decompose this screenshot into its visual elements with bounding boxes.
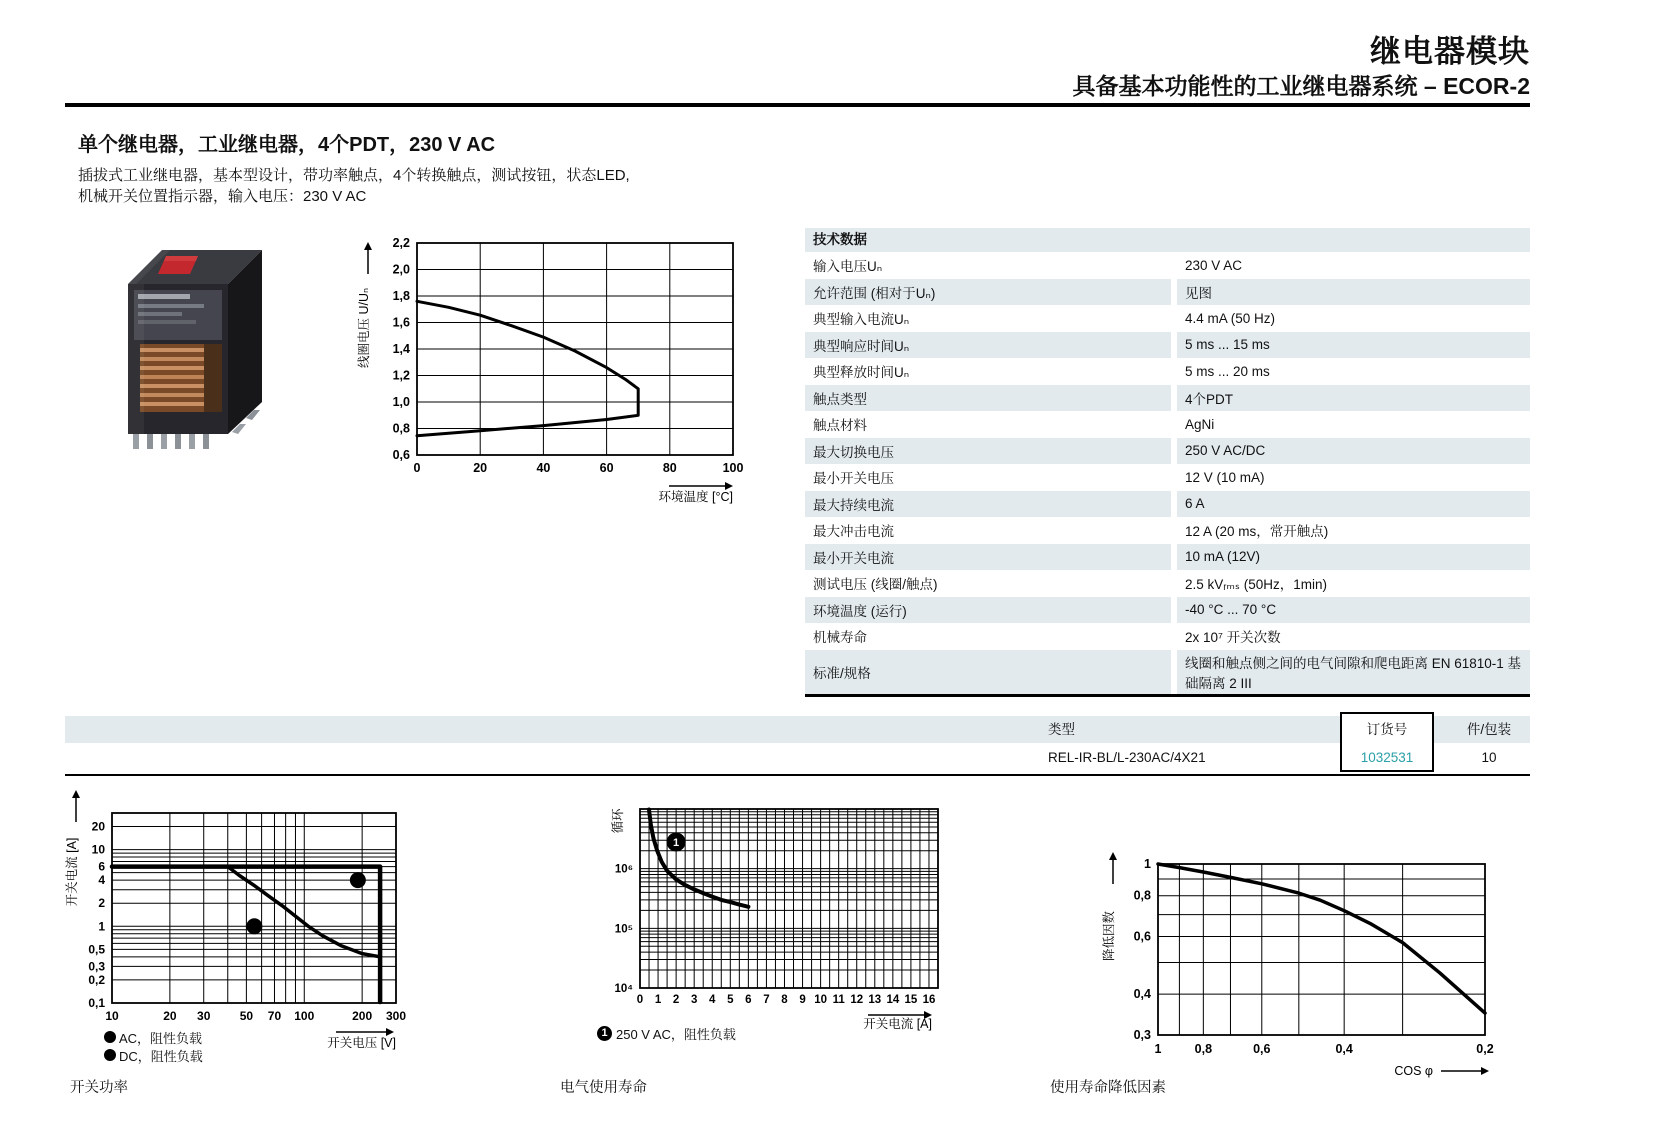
svg-text:300: 300 (385, 1009, 407, 1023)
tech-value: -40 °C ... 70 °C (1177, 597, 1530, 624)
svg-text:0,4: 0,4 (1335, 1042, 1353, 1056)
tech-label: 允许范围 (相对于Uₙ) (805, 279, 1171, 306)
svg-text:1,6: 1,6 (392, 315, 410, 330)
svg-text:开关电流 [A]: 开关电流 [A] (65, 837, 79, 907)
svg-text:10⁵: 10⁵ (614, 923, 633, 936)
svg-text:20: 20 (473, 461, 488, 475)
tech-value: 230 V AC (1185, 257, 1243, 273)
svg-text:12: 12 (850, 994, 864, 1006)
pack-header: 件/包装 (1466, 722, 1512, 737)
tech-value: 12 V (10 mA) (1185, 469, 1265, 485)
svg-text:0,1: 0,1 (88, 996, 105, 1010)
svg-text:1,8: 1,8 (392, 289, 410, 303)
tech-label: 测试电压 (线圈/触点) (813, 577, 938, 593)
tech-value: 4个PDT (1177, 385, 1530, 412)
header-divider (65, 103, 1530, 107)
type-value: REL-IR-BL/L-230AC/4X21 (1048, 750, 1206, 765)
svg-text:1: 1 (98, 919, 105, 934)
tech-value: 见图 (1177, 279, 1530, 306)
svg-text:1: 1 (1154, 1042, 1162, 1056)
product-description (78, 165, 630, 207)
svg-text:0,6: 0,6 (392, 448, 410, 462)
svg-text:环境温度 [°C]: 环境温度 [°C] (658, 490, 733, 504)
tech-value: 2.5 kVᵣₘₛ (50Hz，1min) (1185, 577, 1327, 593)
svg-text:降低因数: 降低因数 (1102, 910, 1116, 962)
tech-label: 最小开关电压 (813, 471, 894, 487)
tech-value: AgNi (1185, 416, 1215, 432)
svg-text:线圈电压 U/Uₙ: 线圈电压 U/Uₙ (357, 288, 371, 368)
svg-text:10⁴: 10⁴ (614, 983, 633, 995)
svg-text:0,8: 0,8 (1194, 1042, 1213, 1056)
svg-text:0,6: 0,6 (1133, 929, 1151, 944)
tech-table-row (805, 332, 1530, 359)
tech-table-row (805, 491, 1530, 518)
caption-switching-power: 开关功率 (70, 1080, 128, 1096)
relay-illustration (100, 232, 275, 454)
ac-legend-label: AC，阻性负载 (119, 1030, 203, 1046)
svg-text:0,2: 0,2 (88, 972, 105, 987)
tech-label: 输入电压Uₙ (813, 259, 883, 275)
svg-text:0,3: 0,3 (1133, 1028, 1151, 1042)
tech-label: 触点类型 (805, 385, 1171, 412)
tech-table-row (805, 279, 1530, 306)
svg-text:1,4: 1,4 (392, 342, 410, 356)
svg-text:100: 100 (722, 461, 744, 475)
tech-label: 最小开关电流 (805, 544, 1171, 571)
product-photo (100, 232, 275, 454)
derating-chart (1085, 840, 1525, 1095)
svg-text:100: 100 (294, 1009, 315, 1023)
tech-label: 标准/规格 (805, 650, 1171, 694)
svg-text:16: 16 (922, 994, 936, 1006)
svg-text:60: 60 (599, 461, 614, 475)
svg-text:0,2: 0,2 (1476, 1042, 1494, 1056)
svg-text:开关电流 [A]: 开关电流 [A] (863, 1017, 932, 1031)
svg-text:1: 1 (673, 836, 680, 849)
svg-text:1,2: 1,2 (392, 368, 410, 383)
tech-table-row (805, 623, 1530, 650)
coil-voltage-chart (338, 222, 768, 527)
tech-table-row (805, 464, 1530, 491)
tech-label: 最大冲击电流 (813, 524, 894, 540)
svg-text:10⁶: 10⁶ (614, 863, 633, 876)
svg-text:6: 6 (98, 859, 105, 874)
svg-text:10: 10 (814, 994, 828, 1006)
svg-text:2,0: 2,0 (392, 262, 410, 277)
svg-text:30: 30 (197, 1009, 211, 1023)
tech-table-row (805, 650, 1530, 694)
tech-table-row (805, 570, 1530, 597)
tech-value: 6 A (1177, 491, 1530, 518)
tech-value: 5 ms ... 15 ms (1177, 332, 1530, 359)
tech-table-row (805, 385, 1530, 412)
tech-label: 典型释放时间Uₙ (813, 365, 910, 381)
svg-text:14: 14 (886, 994, 900, 1006)
dc-legend-dot-icon (104, 1049, 116, 1061)
tech-value: 2x 10⁷ 开关次数 (1185, 630, 1281, 646)
tech-value: 12 A (20 ms，常开触点) (1185, 524, 1329, 540)
svg-text:5: 5 (727, 994, 734, 1006)
svg-text:2: 2 (672, 994, 680, 1006)
svg-text:7: 7 (763, 994, 770, 1006)
svg-text:40: 40 (536, 461, 551, 475)
svg-text:11: 11 (832, 994, 845, 1006)
svg-text:0: 0 (636, 994, 644, 1006)
order-table-band (65, 716, 1530, 743)
pack-value: 10 (1481, 750, 1497, 765)
svg-text:2: 2 (98, 896, 105, 911)
svg-text:50: 50 (239, 1009, 254, 1023)
svg-text:0: 0 (413, 461, 421, 475)
electrical-life-legend (597, 1024, 736, 1042)
tech-label: 触点材料 (813, 418, 867, 434)
tech-value: 5 ms ... 20 ms (1185, 363, 1270, 379)
order-table-bottom-rule (65, 774, 1530, 776)
page-title: 继电器模块 (1370, 34, 1530, 69)
tech-table-row (805, 411, 1530, 438)
svg-text:8: 8 (781, 994, 788, 1006)
svg-text:9: 9 (799, 994, 806, 1006)
order-number-link[interactable]: 1032531 (1360, 750, 1414, 765)
tech-table-rows (805, 252, 1530, 694)
tech-table-row (805, 517, 1530, 544)
tech-table-row (805, 305, 1530, 332)
caption-electrical-life: 电气使用寿命 (560, 1080, 647, 1096)
product-description-line1: 插拔式工业继电器，基本型设计，带功率触点，4个转换触点，测试按钮，状态LED, (78, 167, 630, 184)
svg-text:4: 4 (98, 873, 105, 888)
tech-table (805, 228, 1530, 694)
svg-text:15: 15 (904, 994, 918, 1006)
product-description-line2: 机械开关位置指示器，输入电压：230 V AC (78, 188, 367, 205)
tech-table-row (805, 252, 1530, 279)
ac-legend-dot-icon (104, 1031, 116, 1043)
tech-table-bottom-rule (805, 694, 1530, 697)
tech-value: 10 mA (12V) (1177, 544, 1530, 571)
svg-text:10: 10 (105, 1009, 119, 1023)
svg-text:循环: 循环 (611, 808, 625, 834)
order-number-header: 订货号 (1366, 722, 1408, 737)
tech-label: 机械寿命 (813, 630, 867, 646)
svg-text:1: 1 (1144, 857, 1151, 871)
switching-power-legend (104, 1028, 203, 1064)
tech-value: 线圈和触点侧之间的电气间隙和爬电距离 EN 61810-1 基础隔离 2 III (1177, 650, 1530, 694)
type-header: 类型 (1048, 722, 1075, 737)
svg-text:13: 13 (868, 994, 882, 1006)
tech-label: 典型输入电流Uₙ (813, 312, 910, 328)
svg-text:0,5: 0,5 (88, 942, 105, 957)
tech-table-row (805, 358, 1530, 385)
svg-text:2,2: 2,2 (392, 236, 410, 250)
svg-text:10: 10 (91, 842, 105, 857)
svg-text:20: 20 (91, 819, 105, 834)
page-subtitle: 具备基本功能性的工业继电器系统 – ECOR-2 (1072, 73, 1530, 99)
curve-1-badge-icon: 1 (597, 1026, 612, 1041)
svg-text:1,0: 1,0 (392, 395, 410, 409)
tech-table-row (805, 544, 1530, 571)
svg-text:0,6: 0,6 (1253, 1042, 1271, 1056)
svg-text:200: 200 (352, 1009, 373, 1023)
svg-text:70: 70 (267, 1009, 282, 1023)
svg-text:80: 80 (662, 461, 677, 475)
svg-text:0,8: 0,8 (392, 421, 410, 436)
tech-table-header: 技术数据 (805, 228, 1530, 252)
tech-label: 环境温度 (运行) (805, 597, 1171, 624)
svg-text:0,3: 0,3 (88, 959, 105, 974)
svg-text:4: 4 (709, 994, 716, 1006)
svg-text:6: 6 (745, 994, 752, 1006)
svg-text:COS φ: COS φ (1394, 1064, 1433, 1078)
curve-1-legend-label: 250 V AC，阻性负载 (616, 1026, 736, 1042)
svg-text:3: 3 (690, 994, 698, 1006)
product-title: 单个继电器，工业继电器，4个PDT，230 V AC (78, 134, 496, 156)
svg-text:0,8: 0,8 (1133, 888, 1151, 903)
dc-legend-label: DC，阻性负载 (119, 1048, 203, 1064)
svg-text:20: 20 (163, 1009, 177, 1023)
tech-label: 最大切换电压 (805, 438, 1171, 465)
tech-value: 4.4 mA (50 Hz) (1185, 310, 1276, 326)
tech-table-row (805, 597, 1530, 624)
tech-label: 典型响应时间Uₙ (805, 332, 1171, 359)
svg-text:开关电压 [V]: 开关电压 [V] (327, 1036, 396, 1050)
tech-value: 250 V AC/DC (1177, 438, 1530, 465)
svg-text:0,4: 0,4 (1133, 987, 1151, 1002)
caption-derating: 使用寿命降低因素 (1050, 1080, 1166, 1096)
tech-label: 最大持续电流 (805, 491, 1171, 518)
svg-text:1: 1 (654, 994, 662, 1006)
tech-table-row (805, 438, 1530, 465)
